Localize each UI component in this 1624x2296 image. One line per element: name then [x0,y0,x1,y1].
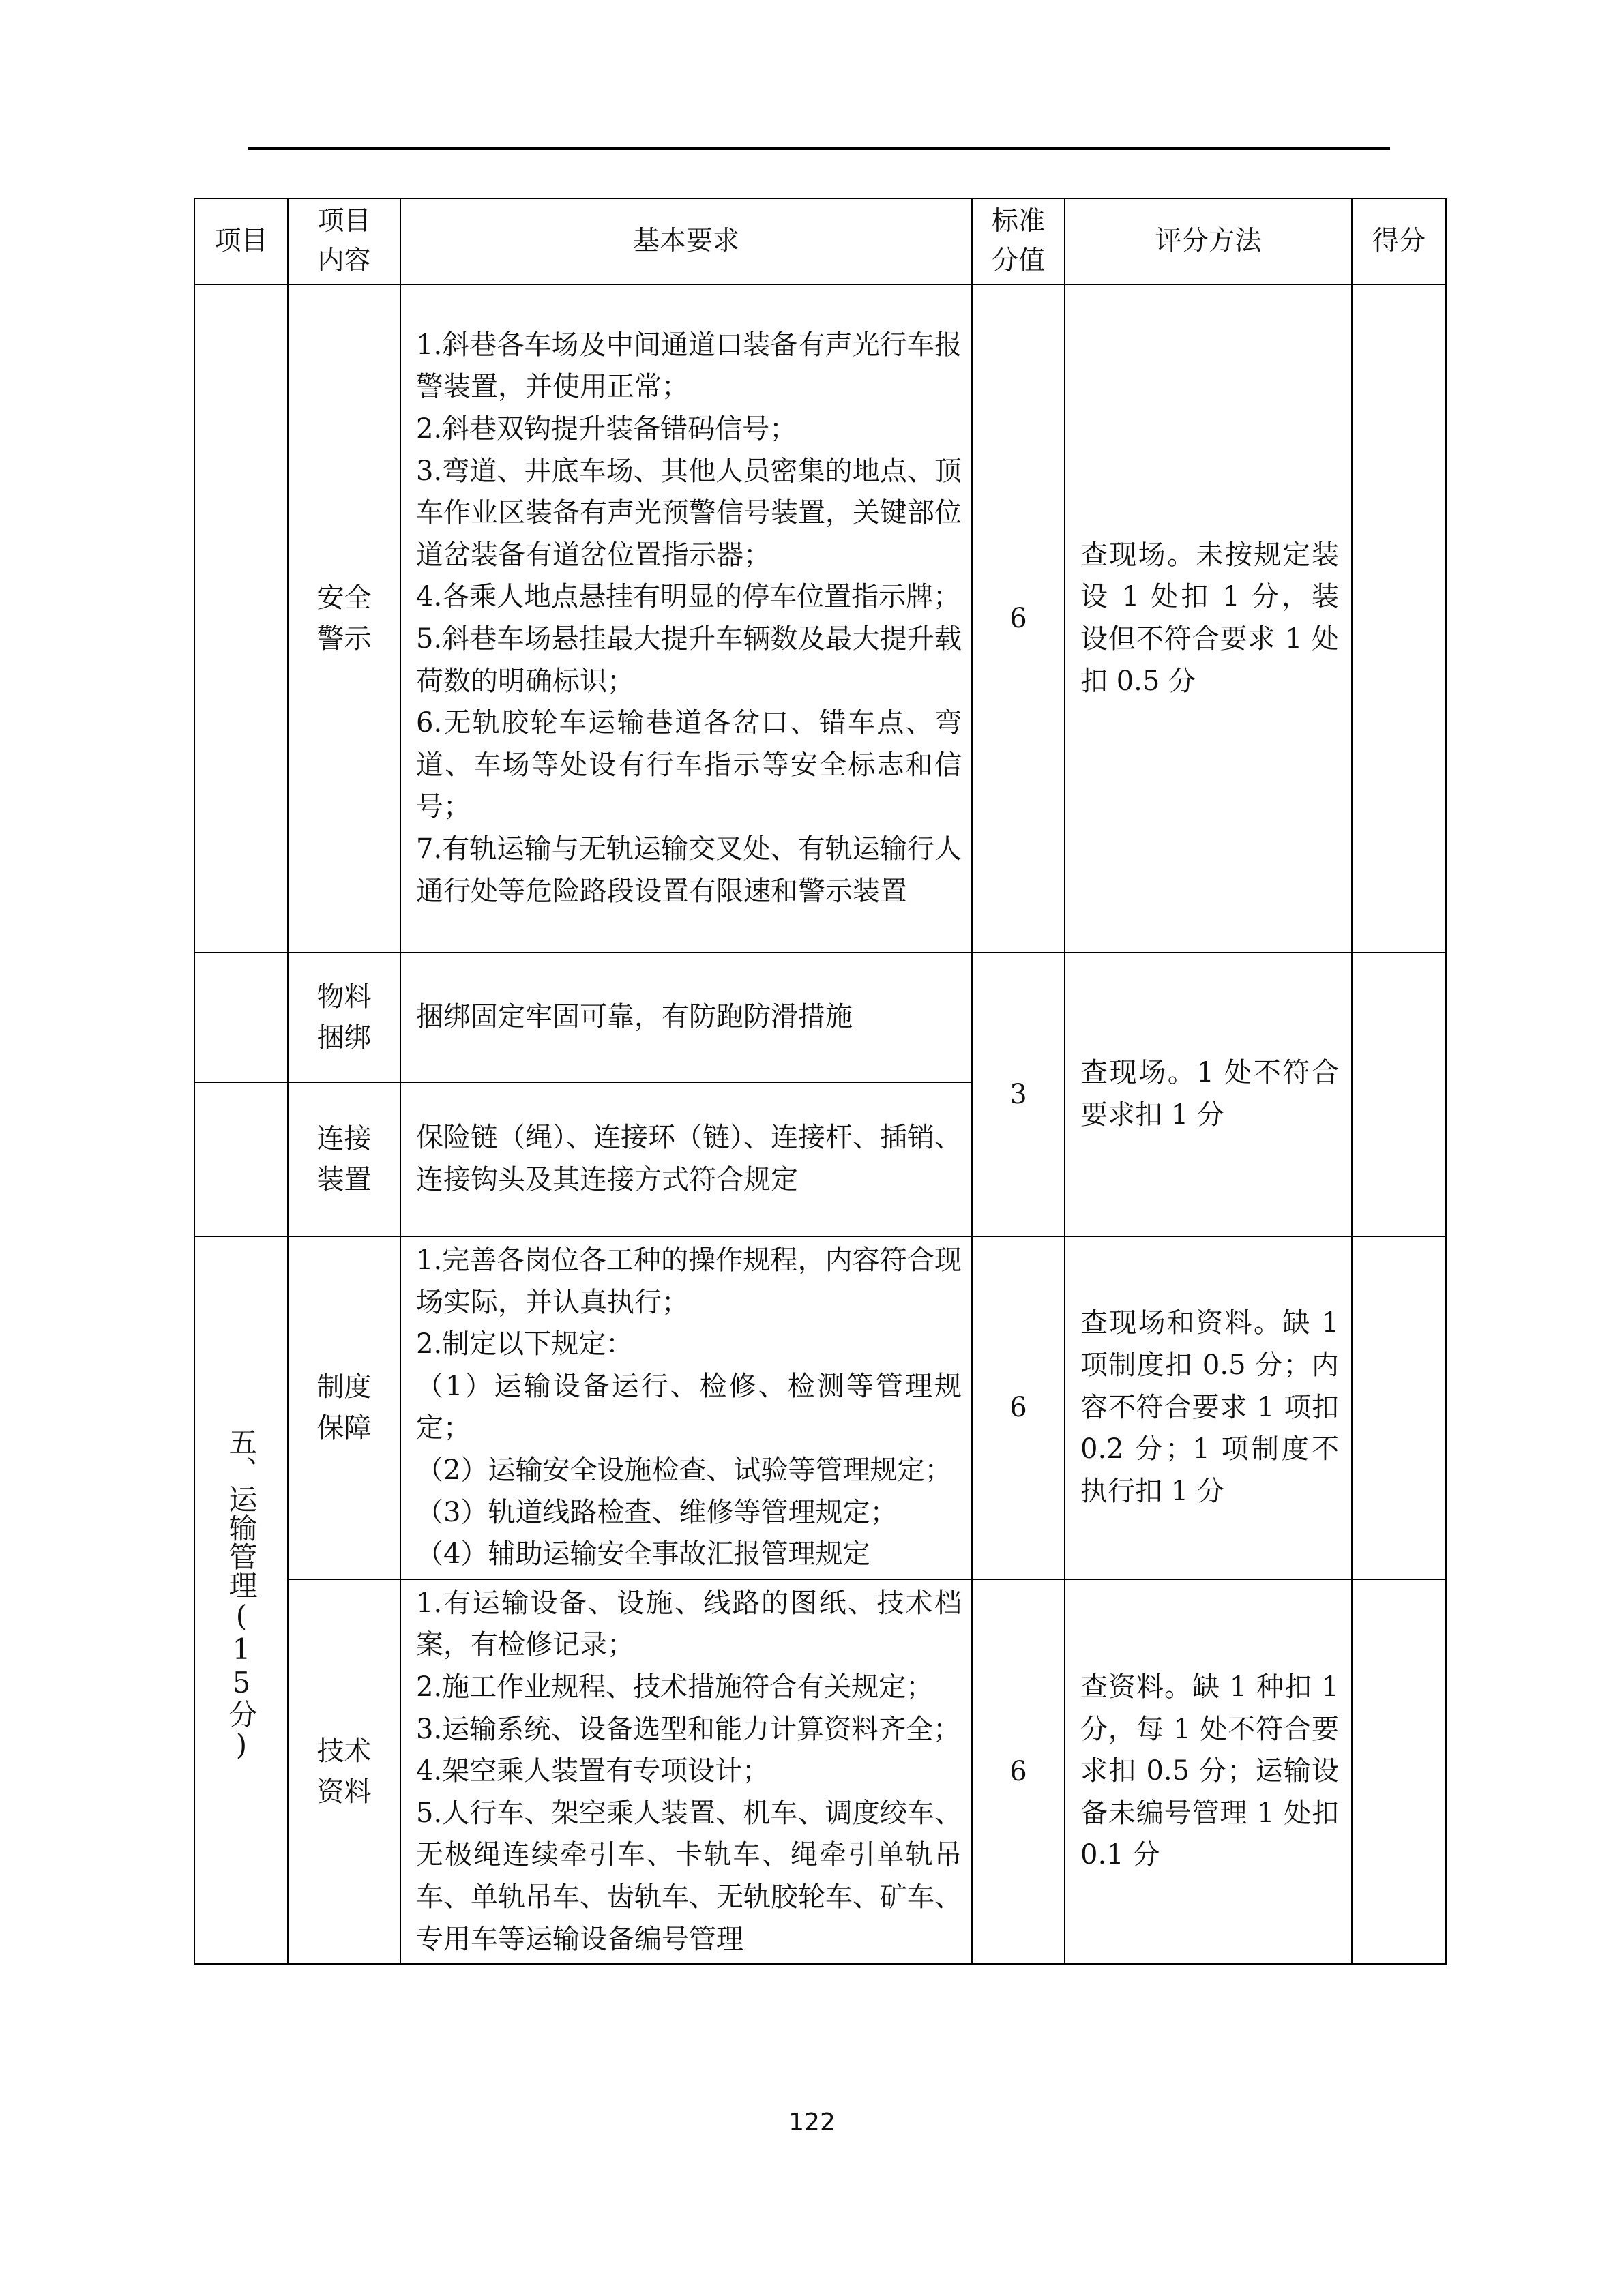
row-score: 6 [972,1579,1065,1964]
row-score: 3 [972,953,1065,1236]
header-content: 项目 内容 [288,198,400,284]
row-content: 制度 保障 [288,1236,400,1579]
table-row [194,1236,1446,1579]
requirement-line: 1.完善各岗位各工种的操作规程，内容符合现场实际，并认真执行； [416,1244,962,1318]
requirement-line: 3.弯道、井底车场、其他人员密集的地点、顶车作业区装备有声光预警信号装置，关键部位道岔装备有道岔位置指示器； [416,455,962,571]
row-got [1352,1236,1446,1579]
requirement-line: 保险链（绳）、连接环（链）、连接杆、插销、连接钩头及其连接方式符合规定 [416,1122,962,1195]
requirement-line: （3）轨道线路检查、维修等管理规定； [416,1496,898,1528]
requirement-line: 5.斜巷车场悬挂最大提升车辆数及最大提升载荷数的明确标识； [416,623,962,697]
item-cell-blank [194,953,288,1082]
row-requirements [400,1236,972,1579]
row-content: 物料 捆绑 [288,953,400,1082]
row-score: 6 [972,1236,1065,1579]
requirement-line: 1.斜巷各车场及中间通道口装备有声光行车报警装置，并使用正常； [416,329,962,403]
header-score: 标准 分值 [972,198,1065,284]
section-label-cell [194,1236,288,1964]
item-cell-blank [194,1082,288,1236]
table-row [194,953,1446,1082]
header-item: 项目 [194,198,288,284]
requirement-line: （1）运输设备运行、检修、检测等管理规定； [416,1370,962,1444]
requirement-line: 5.人行车、架空乘人装置、机车、调度绞车、无极绳连续牵引车、卡轨车、绳牵引单轨吊车、单轨吊车、齿轨车、无轨胶轮车、矿车、专用车等运输设备编号管理 [416,1797,962,1955]
row-method: 查现场。未按规定装设 1 处扣 1 分，装设但不符合要求 1 处扣 0.5 分 [1065,284,1352,953]
row-method: 查现场。1 处不符合要求扣 1 分 [1065,953,1352,1236]
requirement-line: 4.各乘人地点悬挂有明显的停车位置指示牌； [416,581,961,613]
row-requirements [400,953,972,1082]
header-requirements: 基本要求 [400,198,972,284]
requirement-line: 2.施工作业规程、技术措施符合有关规定； [416,1671,934,1703]
requirement-line: 3.运输系统、设备选型和能力计算资料齐全； [416,1713,961,1745]
row-score: 6 [972,284,1065,953]
table-row [194,1579,1446,1964]
section-label: 五、运输管理(15分) [224,1427,259,1762]
row-got [1352,284,1446,953]
header-got: 得分 [1352,198,1446,284]
row-method: 查资料。缺 1 种扣 1 分，每 1 处不符合要求扣 0.5 分；运输设备未编号管理 1 处扣 0.1 分 [1065,1579,1352,1964]
page-number: 122 [788,2108,836,2136]
row-got [1352,1579,1446,1964]
row-content: 连接 装置 [288,1082,400,1236]
requirement-line: 捆绑固定牢固可靠，有防跑防滑措施 [416,1001,853,1033]
requirement-line: 2.斜巷双钩提升装备错码信号； [416,413,797,445]
table-header-row [194,198,1446,284]
row-method: 查现场和资料。缺 1 项制度扣 0.5 分；内容不符合要求 1 项扣 0.2 分；1 项制度不执行扣 1 分 [1065,1236,1352,1579]
requirement-line: （4）辅助运输安全事故汇报管理规定 [416,1538,870,1570]
scoring-table [194,198,1447,1965]
requirement-line: 4.架空乘人装置有专项设计； [416,1755,770,1787]
table-row [194,284,1446,953]
requirement-line: 6.无轨胶轮车运输巷道各岔口、错车点、弯道、车场等处设有行车指示等安全标志和信号； [416,707,962,823]
item-cell-blank [194,284,288,953]
requirement-line: 2.制定以下规定： [416,1328,634,1360]
row-requirements [400,1579,972,1964]
row-content: 技术 资料 [288,1579,400,1964]
requirement-line: 1.有运输设备、设施、线路的图纸、技术档案，有检修记录； [416,1587,962,1661]
row-got [1352,953,1446,1236]
requirement-line: （2）运输安全设施检查、试验等管理规定； [416,1454,952,1486]
header-method: 评分方法 [1065,198,1352,284]
row-requirements [400,284,972,953]
row-requirements [400,1082,972,1236]
header-rule [248,147,1390,150]
row-content: 安全 警示 [288,284,400,953]
requirement-line: 7.有轨运输与无轨运输交叉处、有轨运输行人通行处等危险路段设置有限速和警示装置 [416,833,962,907]
